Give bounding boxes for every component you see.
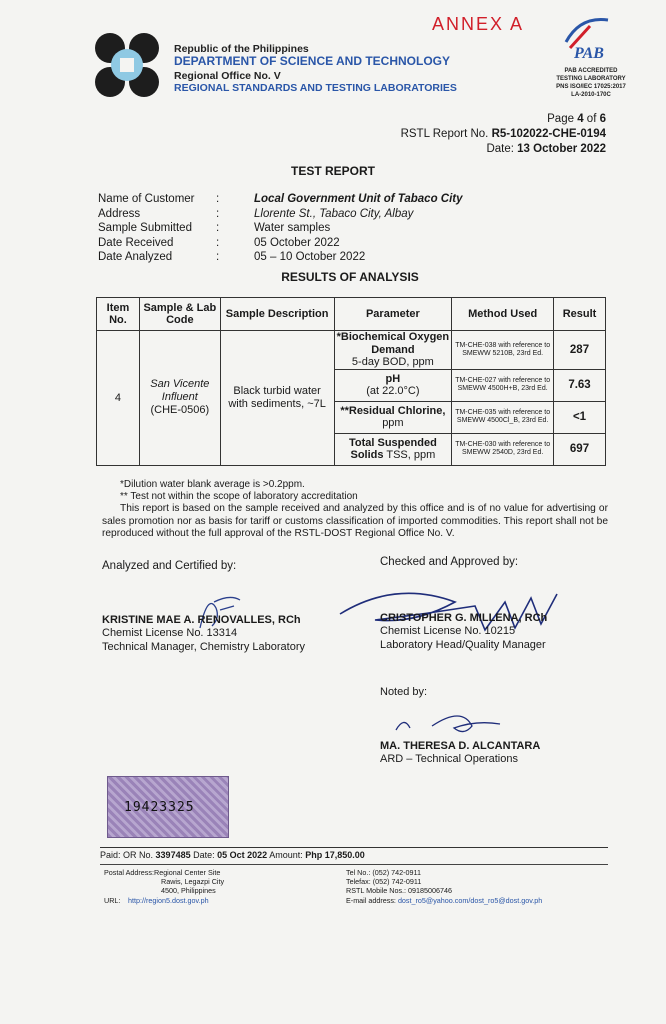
analyzed-label: Analyzed and Certified by: (102, 560, 237, 572)
parameter-name: pH (385, 372, 401, 385)
info-row (98, 221, 463, 236)
table-header-row (97, 298, 606, 331)
parameter-cell (334, 331, 452, 370)
paid-label: Paid: OR No. (100, 850, 154, 860)
pab-logo-text: PAB (574, 45, 604, 62)
pab-line: LA-2010-170C (571, 92, 611, 98)
report-number: R5-102022-CHE-0194 (491, 128, 606, 140)
item-number: 4 (97, 331, 140, 466)
parameter-unit: ppm (382, 417, 404, 429)
disclaimer-text: This report is based on the sample received and analyzed by this office and is of no value for advertising or sales promotion nor as basis for tariff or customs classification of imported commodities. This report shall not be reproduced without the full approval of the RSTL-DOST Regional Office No. V. (102, 503, 608, 539)
dost-logo-icon (92, 30, 162, 100)
footer-divider (100, 864, 608, 865)
parameter-name: Total Suspended Solids (348, 436, 437, 461)
col-header: Parameter (334, 298, 452, 331)
email-link[interactable]: dost_ro5@yahoo.com/dost_ro5@dost.gov.ph (397, 895, 543, 905)
footnotes (120, 479, 358, 502)
footnote: ** Test not within the scope of laboratory accreditation (120, 490, 358, 502)
method-cell: TM-CHE-035 with reference to SMEWW 4500Cl_B, 23rd Ed. (452, 401, 554, 433)
header-regional-office: Regional Office No. V (174, 70, 281, 82)
info-label: Name of Customer (98, 193, 195, 205)
customer-info (98, 192, 463, 265)
results-table (96, 297, 606, 466)
sample-submitted: Water samples (254, 222, 331, 234)
parameter-name: *Biochemical Oxygen Demand (336, 331, 450, 356)
noted-label: Noted by: (380, 686, 428, 698)
sample-description: Black turbid water with sediments, ~7L (220, 331, 334, 466)
amount: Php 17,850.00 (305, 850, 365, 860)
telefax-number: Telefax: (052) 742-0911 (346, 877, 422, 887)
customer-name: Local Government Unit of Tabaco City (254, 193, 463, 205)
noter-signatory (380, 740, 540, 766)
amount-label: Amount: (269, 850, 303, 860)
parameter-cell (334, 433, 452, 465)
approver-license: Chemist License No. 10215 (380, 625, 516, 637)
pab-line: TESTING LABORATORY (556, 76, 626, 82)
sample-lab-code (139, 331, 220, 466)
of-label: of (586, 113, 597, 125)
info-colon: : (216, 236, 220, 249)
header-department: DEPARTMENT OF SCIENCE AND TECHNOLOGY (174, 54, 451, 68)
stamp-number: 19423325 (124, 800, 195, 815)
date-label: Date: (486, 143, 514, 155)
method-cell: TM-CHE-038 with reference to SMEWW 5210B, 23rd Ed. (452, 331, 554, 370)
footer-address (104, 868, 224, 905)
info-label: Date Received (98, 236, 174, 249)
result-cell: 697 (554, 433, 606, 465)
paid-date: 05 Oct 2022 (217, 850, 268, 860)
info-colon: : (216, 251, 220, 263)
pab-accreditation (548, 67, 634, 99)
customer-address: Llorente St., Tabaco City, Albay (254, 207, 414, 220)
footnote: *Dilution water blank average is >0.2ppm. (120, 479, 305, 490)
mobile-number: RSTL Mobile Nos.: 09185006746 (346, 886, 453, 896)
result-cell: 7.63 (554, 369, 606, 401)
info-colon: : (216, 207, 220, 220)
url-label: URL: (104, 895, 121, 905)
email-label: E-mail address: (346, 895, 396, 905)
tel-number: Tel No.: (052) 742-0911 (346, 868, 421, 877)
analyst-name: KRISTINE MAE A. RENOVALLES, RCh (102, 614, 301, 626)
result-cell: 287 (554, 331, 606, 370)
info-row (98, 207, 463, 222)
pab-line: PAB ACCREDITED (564, 68, 618, 74)
postal-line: Regional Center Site (154, 868, 221, 877)
pab-line: PNS ISO/IEC 17025:2017 (556, 84, 626, 90)
col-header: Method Used (452, 298, 554, 331)
col-header: Item No. (97, 298, 140, 331)
result-cell: <1 (554, 401, 606, 433)
page-label: Page (547, 113, 574, 125)
header-republic: Republic of the Philippines (174, 43, 309, 55)
report-meta (401, 112, 606, 157)
footer-contact (346, 868, 542, 905)
postal-line: 4500, Philippines (161, 886, 216, 896)
info-colon: : (216, 222, 220, 234)
approver-title: Laboratory Head/Quality Manager (380, 639, 546, 651)
website-link[interactable]: http://region5.dost.gov.ph (128, 895, 209, 905)
date-received: 05 October 2022 (254, 236, 340, 249)
table-row (97, 331, 606, 370)
parameter-cell (334, 369, 452, 401)
page-title: TEST REPORT (290, 164, 375, 178)
analyst-signatory (102, 614, 305, 654)
annex-label: ANNEX A (432, 14, 525, 34)
col-header: Result (554, 298, 606, 331)
checked-label: Checked and Approved by: (380, 556, 519, 568)
paid-date-label: Date: (193, 850, 215, 860)
info-label: Address (98, 207, 141, 220)
method-cell: TM-CHE-027 with reference to SMEWW 4500H+B, 23rd Ed. (452, 369, 554, 401)
postal-label: Postal Address: (104, 868, 154, 877)
header-rstl: REGIONAL STANDARDS AND TESTING LABORATORIES (174, 82, 457, 94)
method-cell: TM-CHE-030 with reference to SMEWW 2540D, 23rd Ed. (452, 433, 554, 465)
postal-line: Rawis, Legazpi City (161, 877, 225, 887)
parameter-unit: 5-day BOD, ppm (351, 356, 434, 368)
noter-signature-icon (392, 708, 507, 740)
noter-name: MA. THERESA D. ALCANTARA (380, 740, 541, 752)
noter-title: ARD – Technical Operations (380, 753, 518, 765)
date-analyzed: 05 – 10 October 2022 (254, 251, 366, 263)
info-label: Sample Submitted (98, 222, 192, 234)
payment-line (100, 847, 608, 860)
sample-name: San Vicente Influent (150, 378, 210, 404)
info-colon: : (216, 193, 220, 205)
parameter-cell (334, 401, 452, 433)
col-header: Sample & Lab Code (139, 298, 220, 331)
approver-signatory (380, 612, 547, 652)
analyst-title: Technical Manager, Chemistry Laboratory (102, 641, 305, 653)
info-label: Date Analyzed (98, 251, 173, 263)
pab-logo-icon (560, 14, 616, 64)
info-row (98, 250, 463, 265)
report-date: 13 October 2022 (517, 143, 606, 155)
info-row (98, 236, 463, 251)
analyst-license: Chemist License No. 13314 (102, 627, 238, 639)
disclaimer (102, 503, 608, 541)
lab-code: (CHE-0506) (150, 404, 210, 417)
approver-name: CRISTOPHER G. MILLENA, RCh (380, 612, 548, 624)
or-number: 3397485 (155, 850, 191, 860)
page-total: 6 (599, 113, 606, 125)
report-label: RSTL Report No. (400, 128, 489, 140)
parameter-unit: (at 22.0°C) (366, 385, 420, 397)
parameter-unit: TSS, ppm (386, 449, 436, 461)
col-header: Sample Description (220, 298, 334, 331)
results-title: RESULTS OF ANALYSIS (281, 270, 419, 284)
page-number: 4 (577, 113, 584, 125)
info-row (98, 192, 463, 207)
parameter-name: **Residual Chlorine, (340, 404, 446, 417)
